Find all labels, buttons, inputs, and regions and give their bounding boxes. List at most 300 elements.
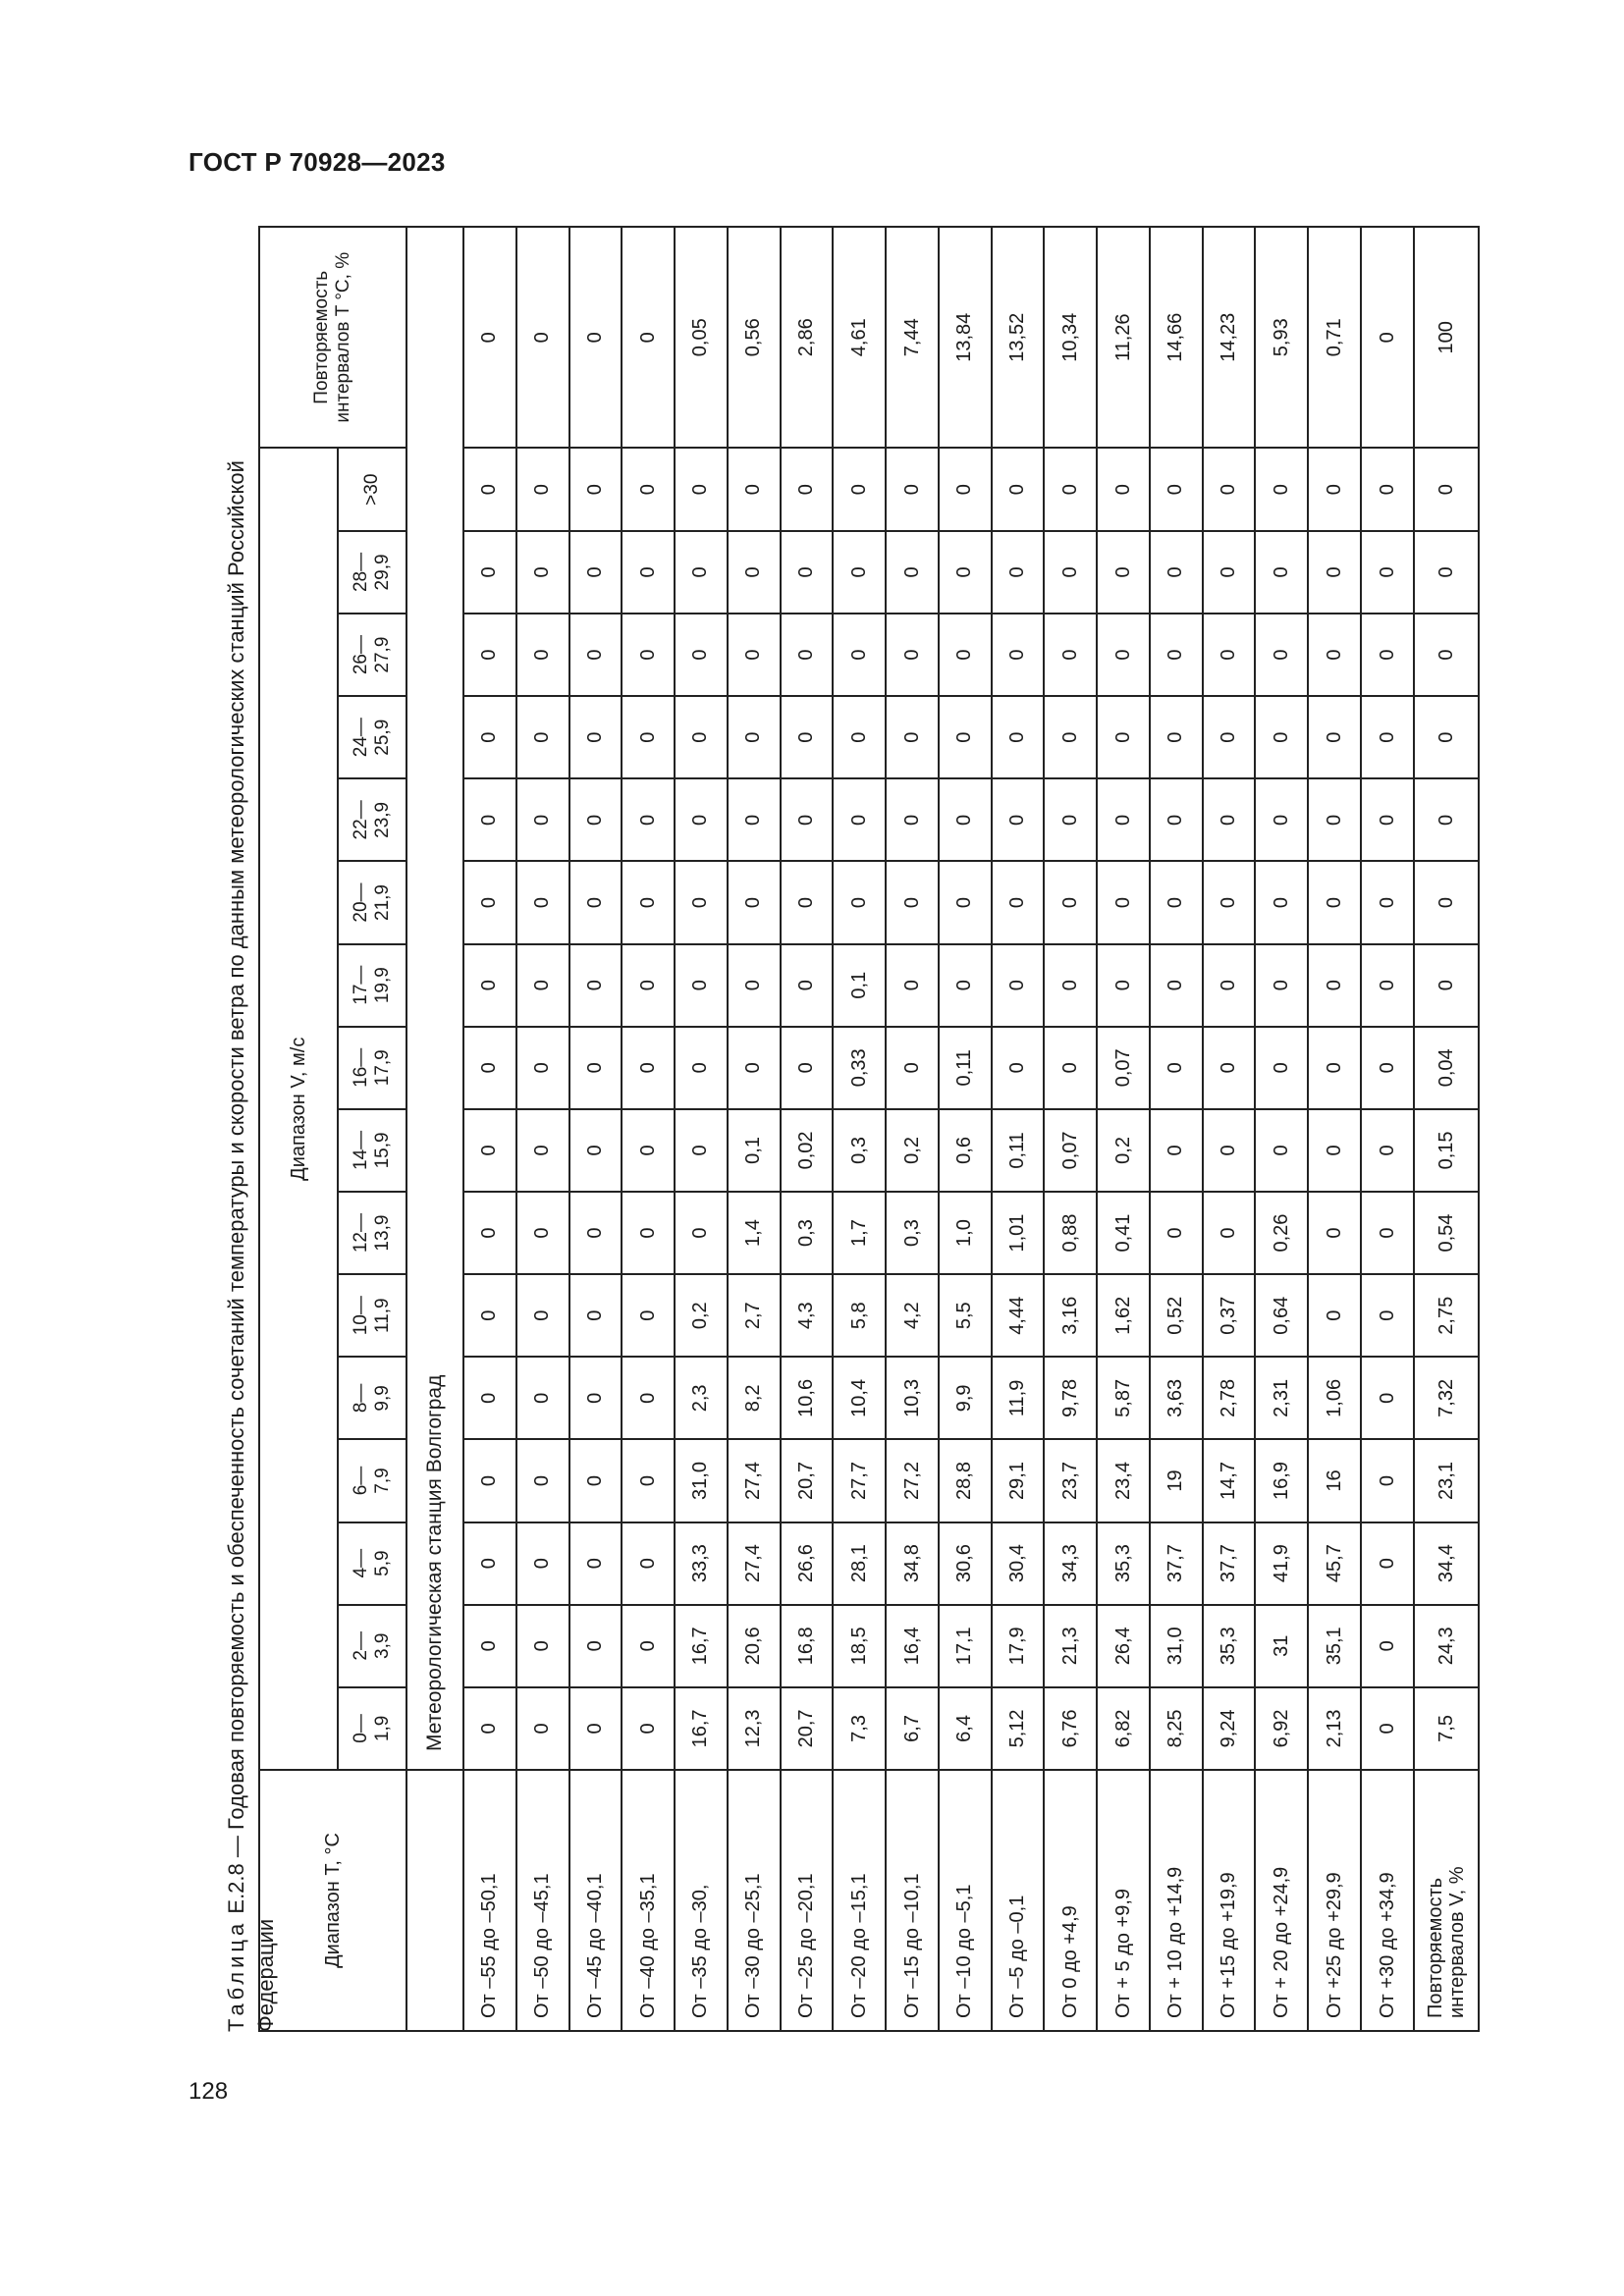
total-row-label: Повторяемость интервалов V, % <box>1414 1770 1479 2031</box>
table-cell: 0 <box>1203 449 1256 531</box>
table-cell: 0 <box>1203 861 1256 943</box>
table-cell: 0 <box>833 696 886 778</box>
table-cell: 28,1 <box>833 1522 886 1605</box>
table-cell: 0 <box>781 944 834 1027</box>
speed-range-header: 16— 17,9 <box>338 1027 406 1109</box>
table-cell: 0 <box>463 449 516 531</box>
table-cell: 0 <box>1361 531 1414 614</box>
header-repeatability: Повторяемость интервалов T °С, % <box>259 227 406 449</box>
station-row <box>406 227 463 2031</box>
row-total-cell: 0,56 <box>728 227 781 449</box>
table-row <box>1150 227 1203 2031</box>
row-total-cell: 10,34 <box>1044 227 1097 449</box>
table-cell: 1,01 <box>992 1192 1045 1274</box>
table-cell: 0 <box>569 1274 623 1357</box>
table-cell: 0 <box>992 696 1045 778</box>
row-total-cell: 7,44 <box>886 227 939 449</box>
table-cell: 0 <box>463 614 516 696</box>
table-cell: 0 <box>1414 944 1479 1027</box>
table-cell: 0 <box>463 944 516 1027</box>
table-cell: 0,2 <box>1097 1109 1150 1192</box>
table-cell: 19 <box>1150 1439 1203 1522</box>
table-cell: 0 <box>1255 778 1308 861</box>
table-cell: 0,11 <box>939 1027 992 1109</box>
table-cell: 0 <box>1361 861 1414 943</box>
table-cell: 0,3 <box>833 1109 886 1192</box>
table-cell: 0,1 <box>833 944 886 1027</box>
table-cell: 0 <box>1150 449 1203 531</box>
table-cell: 0 <box>675 1192 728 1274</box>
table-row <box>1308 227 1361 2031</box>
table-cell: 0 <box>833 861 886 943</box>
table-cell: 0 <box>992 449 1045 531</box>
table-cell: 31 <box>1255 1605 1308 1687</box>
station-name: Метеорологическая станция Волгоград <box>406 227 463 1770</box>
table-cell: 0 <box>516 531 569 614</box>
table-cell: 21,3 <box>1044 1605 1097 1687</box>
table-cell: 0 <box>781 531 834 614</box>
table-cell: 0 <box>1150 778 1203 861</box>
table-cell: 0 <box>1361 449 1414 531</box>
table-cell: 0 <box>675 449 728 531</box>
table-cell: 34,3 <box>1044 1522 1097 1605</box>
table-cell: 0 <box>569 778 623 861</box>
table-cell: 0 <box>516 449 569 531</box>
table-cell: 0 <box>1361 1357 1414 1439</box>
table-cell: 0 <box>1308 861 1361 943</box>
table-cell: 3,16 <box>1044 1274 1097 1357</box>
row-label: От –35 до –30, <box>675 1770 728 2031</box>
row-total-cell: 0 <box>1361 227 1414 449</box>
table-cell: 0 <box>1308 1109 1361 1192</box>
table-cell: 0 <box>1308 778 1361 861</box>
caption-number: Е.2.8 <box>224 1863 248 1914</box>
table-cell: 0 <box>1414 614 1479 696</box>
speed-range-header: 26— 27,9 <box>338 614 406 696</box>
station-spacer-cell <box>406 1770 463 2031</box>
table-cell: 0 <box>1361 944 1414 1027</box>
row-label: От +15 до +19,9 <box>1203 1770 1256 2031</box>
row-total-cell: 100 <box>1414 227 1479 449</box>
table-cell: 0 <box>939 778 992 861</box>
row-label: От –15 до –10,1 <box>886 1770 939 2031</box>
table-cell: 0 <box>622 944 675 1027</box>
table-cell: 0,1 <box>728 1109 781 1192</box>
table-cell: 0 <box>463 861 516 943</box>
speed-range-header: 14— 15,9 <box>338 1109 406 1192</box>
table-cell: 0 <box>516 1109 569 1192</box>
table-cell: 0 <box>516 614 569 696</box>
table-cell: 10,3 <box>886 1357 939 1439</box>
table-cell: 0 <box>463 1687 516 1770</box>
table-cell: 0 <box>569 614 623 696</box>
table-cell: 0,04 <box>1414 1027 1479 1109</box>
table-cell: 0 <box>1414 696 1479 778</box>
caption-label: Таблица <box>224 1919 248 2032</box>
table-cell: 0 <box>886 1027 939 1109</box>
table-cell: 8,2 <box>728 1357 781 1439</box>
table-cell: 0 <box>1308 944 1361 1027</box>
table-cell: 0,54 <box>1414 1192 1479 1274</box>
table-cell: 0 <box>1308 1027 1361 1109</box>
table-cell: 27,7 <box>833 1439 886 1522</box>
header-t-range: Диапазон T, °С <box>259 1770 406 2031</box>
table-cell: 0 <box>1044 696 1097 778</box>
table-cell: 0,52 <box>1150 1274 1203 1357</box>
table-cell: 0 <box>1097 861 1150 943</box>
table-cell: 0 <box>622 861 675 943</box>
table-body <box>406 227 1479 2031</box>
table-cell: 0 <box>1097 449 1150 531</box>
speed-range-header: 4— 5,9 <box>338 1522 406 1605</box>
table-cell: 0,15 <box>1414 1109 1479 1192</box>
row-label: От –50 до –45,1 <box>516 1770 569 2031</box>
table-cell: 0 <box>728 696 781 778</box>
table-cell: 41,9 <box>1255 1522 1308 1605</box>
table-cell: 0 <box>1308 449 1361 531</box>
table-cell: 0 <box>463 1357 516 1439</box>
table-cell: 0 <box>516 1027 569 1109</box>
table-cell: 0 <box>516 1605 569 1687</box>
table-cell: 0 <box>728 861 781 943</box>
caption-text: — Годовая повторяемость и обеспеченность сочетаний температуры и скорости ветра по данным метеорологических станций Российской <box>224 460 248 1864</box>
speed-range-header: 17— 19,9 <box>338 944 406 1027</box>
table-cell: 0 <box>728 944 781 1027</box>
table-cell: 4,44 <box>992 1274 1045 1357</box>
table-cell: 0 <box>886 861 939 943</box>
table-cell: 33,3 <box>675 1522 728 1605</box>
row-label: От + 20 до +24,9 <box>1255 1770 1308 2031</box>
table-cell: 0,64 <box>1255 1274 1308 1357</box>
table-cell: 9,9 <box>939 1357 992 1439</box>
table-cell: 0 <box>622 1109 675 1192</box>
row-label: От –25 до –20,1 <box>781 1770 834 2031</box>
speed-range-header: 8— 9,9 <box>338 1357 406 1439</box>
row-total-cell: 0,71 <box>1308 227 1361 449</box>
table-cell: 0 <box>1044 1027 1097 1109</box>
table-cell: 0 <box>569 696 623 778</box>
table-cell: 0 <box>1097 696 1150 778</box>
table-cell: 0 <box>728 531 781 614</box>
row-total-cell: 0 <box>569 227 623 449</box>
table-cell: 0 <box>1097 531 1150 614</box>
table-cell: 3,63 <box>1150 1357 1203 1439</box>
table-cell: 0 <box>1097 778 1150 861</box>
table-cell: 20,7 <box>781 1687 834 1770</box>
table-cell: 0 <box>1044 449 1097 531</box>
table-cell: 5,5 <box>939 1274 992 1357</box>
table-cell: 0 <box>463 1522 516 1605</box>
table-cell: 0 <box>463 778 516 861</box>
table-cell: 0 <box>1203 1027 1256 1109</box>
row-total-cell: 4,61 <box>833 227 886 449</box>
table-cell: 0 <box>833 614 886 696</box>
table-cell: 0 <box>1203 1192 1256 1274</box>
table-cell: 0 <box>622 531 675 614</box>
table-cell: 16 <box>1308 1439 1361 1522</box>
table-cell: 0 <box>1361 778 1414 861</box>
table-cell: 0 <box>463 531 516 614</box>
table-row <box>992 227 1045 2031</box>
table-cell: 0 <box>463 1109 516 1192</box>
table-cell: 0 <box>992 944 1045 1027</box>
table-cell: 0,88 <box>1044 1192 1097 1274</box>
table-cell: 0 <box>1308 614 1361 696</box>
table-cell: 23,1 <box>1414 1439 1479 1522</box>
table-cell: 0 <box>622 1274 675 1357</box>
table-cell: 0 <box>1308 1274 1361 1357</box>
table-cell: 0 <box>1361 614 1414 696</box>
table-cell: 2,13 <box>1308 1687 1361 1770</box>
table-cell: 16,7 <box>675 1605 728 1687</box>
table-cell: 11,9 <box>992 1357 1045 1439</box>
table-cell: 0 <box>781 449 834 531</box>
table-cell: 0,11 <box>992 1109 1045 1192</box>
table-cell: 0 <box>1361 1522 1414 1605</box>
speed-range-header: 22— 23,9 <box>338 778 406 861</box>
row-total-cell: 0,05 <box>675 227 728 449</box>
table-caption <box>223 226 258 2032</box>
table-cell: 0 <box>781 1027 834 1109</box>
table-row <box>939 227 992 2031</box>
table-cell: 0 <box>675 778 728 861</box>
table-row <box>833 227 886 2031</box>
table-cell: 0 <box>886 449 939 531</box>
table-cell: 28,8 <box>939 1439 992 1522</box>
table-cell: 0 <box>886 531 939 614</box>
table-cell: 0 <box>1361 1605 1414 1687</box>
table-cell: 1,0 <box>939 1192 992 1274</box>
table-cell: 0 <box>516 861 569 943</box>
table-cell: 35,1 <box>1308 1605 1361 1687</box>
table-cell: 26,4 <box>1097 1605 1150 1687</box>
table-cell: 0 <box>939 861 992 943</box>
table-row <box>463 227 516 2031</box>
table-cell: 1,7 <box>833 1192 886 1274</box>
table-cell: 0 <box>1044 614 1097 696</box>
table-cell: 2,31 <box>1255 1357 1308 1439</box>
table-cell: 0 <box>1150 614 1203 696</box>
row-label: От + 10 до +14,9 <box>1150 1770 1203 2031</box>
table-cell: 5,8 <box>833 1274 886 1357</box>
table-cell: 31,0 <box>675 1439 728 1522</box>
table-cell: 0 <box>833 778 886 861</box>
table-cell: 0 <box>1255 449 1308 531</box>
table-cell: 34,4 <box>1414 1522 1479 1605</box>
table-cell: 1,4 <box>728 1192 781 1274</box>
table-cell: 0 <box>728 778 781 861</box>
table-cell: 0 <box>1203 614 1256 696</box>
table-cell: 2,75 <box>1414 1274 1479 1357</box>
table-row <box>622 227 675 2031</box>
header-v-range: Диапазон V, м/с <box>259 449 338 1770</box>
table-cell: 0 <box>675 944 728 1027</box>
table-cell: 0 <box>1414 449 1479 531</box>
table-cell: 27,4 <box>728 1522 781 1605</box>
table-cell: 0 <box>1150 1027 1203 1109</box>
table-cell: 0,26 <box>1255 1192 1308 1274</box>
table-cell: 0,37 <box>1203 1274 1256 1357</box>
table-cell: 0 <box>1361 1687 1414 1770</box>
table-cell: 7,5 <box>1414 1687 1479 1770</box>
table-cell: 45,7 <box>1308 1522 1361 1605</box>
table-cell: 0 <box>1255 1109 1308 1192</box>
table-cell: 0 <box>1203 944 1256 1027</box>
table-cell: 0 <box>675 1109 728 1192</box>
table-cell: 6,76 <box>1044 1687 1097 1770</box>
table-cell: 0 <box>1308 696 1361 778</box>
table-cell: 0 <box>569 531 623 614</box>
table-cell: 0 <box>992 531 1045 614</box>
table-cell: 10,4 <box>833 1357 886 1439</box>
table-cell: 16,4 <box>886 1605 939 1687</box>
table-cell: 0 <box>622 1027 675 1109</box>
table-cell: 0 <box>516 1522 569 1605</box>
table-cell: 0 <box>781 778 834 861</box>
table-cell: 0 <box>1203 696 1256 778</box>
table-cell: 0 <box>622 449 675 531</box>
total-row <box>1414 227 1479 2031</box>
table-cell: 0 <box>1361 1027 1414 1109</box>
table-cell: 1,06 <box>1308 1357 1361 1439</box>
table-cell: 0 <box>1203 1109 1256 1192</box>
table-cell: 0 <box>1361 1192 1414 1274</box>
table-cell: 0 <box>1255 696 1308 778</box>
table-cell: 0 <box>675 1027 728 1109</box>
table-row <box>1203 227 1256 2031</box>
table-cell: 0 <box>992 778 1045 861</box>
table-cell: 0 <box>1044 861 1097 943</box>
table-cell: 0 <box>1203 531 1256 614</box>
table-cell: 0 <box>886 778 939 861</box>
table-row <box>781 227 834 2031</box>
table-cell: 0 <box>569 1605 623 1687</box>
table-cell: 9,78 <box>1044 1357 1097 1439</box>
table-cell: 16,8 <box>781 1605 834 1687</box>
table-cell: 0 <box>833 449 886 531</box>
row-label: От –30 до –25,1 <box>728 1770 781 2031</box>
table-cell: 0 <box>1044 778 1097 861</box>
table-cell: 0 <box>1255 861 1308 943</box>
row-label: От +30 до +34,9 <box>1361 1770 1414 2031</box>
table-cell: 0 <box>622 696 675 778</box>
table-cell: 0 <box>1150 531 1203 614</box>
row-total-cell: 0 <box>622 227 675 449</box>
table-cell: 0 <box>675 531 728 614</box>
table-cell: 0 <box>939 696 992 778</box>
table-cell: 4,2 <box>886 1274 939 1357</box>
row-label: От –45 до –40,1 <box>569 1770 623 2031</box>
table-cell: 0 <box>516 1192 569 1274</box>
table-cell: 16,9 <box>1255 1439 1308 1522</box>
table-cell: 0 <box>569 1357 623 1439</box>
table-cell: 0,2 <box>886 1109 939 1192</box>
row-label: От + 5 до +9,9 <box>1097 1770 1150 2031</box>
document-header: ГОСТ Р 70928—2023 <box>189 147 446 177</box>
table-cell: 10,6 <box>781 1357 834 1439</box>
table-cell: 27,4 <box>728 1439 781 1522</box>
table-cell: 27,2 <box>886 1439 939 1522</box>
table-cell: 0 <box>516 1274 569 1357</box>
speed-range-header: 6— 7,9 <box>338 1439 406 1522</box>
table-cell: 0,3 <box>886 1192 939 1274</box>
table-cell: 0 <box>675 614 728 696</box>
table-cell: 0 <box>1361 1439 1414 1522</box>
table-cell: 0 <box>728 449 781 531</box>
table-cell: 0 <box>622 1687 675 1770</box>
table-cell: 0 <box>1308 1192 1361 1274</box>
table-cell: 0 <box>463 1274 516 1357</box>
table-cell: 0 <box>1150 944 1203 1027</box>
table-cell: 1,62 <box>1097 1274 1150 1357</box>
table-cell: 0 <box>516 696 569 778</box>
table-cell: 0 <box>569 861 623 943</box>
table-cell: 0,07 <box>1097 1027 1150 1109</box>
table-row <box>1044 227 1097 2031</box>
table-cell: 0 <box>1150 861 1203 943</box>
table-cell: 0 <box>1361 696 1414 778</box>
speed-range-header: 20— 21,9 <box>338 861 406 943</box>
speed-range-header: 10— 11,9 <box>338 1274 406 1357</box>
table-cell: 0 <box>1255 1027 1308 1109</box>
table-cell: 0 <box>622 778 675 861</box>
table-cell: 0 <box>622 1439 675 1522</box>
table-cell: 0,6 <box>939 1109 992 1192</box>
table-cell: 0 <box>1414 778 1479 861</box>
data-table <box>258 226 1480 2032</box>
table-cell: 12,3 <box>728 1687 781 1770</box>
row-label: От –55 до –50,1 <box>463 1770 516 2031</box>
row-total-cell: 14,23 <box>1203 227 1256 449</box>
table-row <box>1361 227 1414 2031</box>
speed-range-header: 2— 3,9 <box>338 1605 406 1687</box>
table-cell: 0 <box>675 696 728 778</box>
row-total-cell: 5,93 <box>1255 227 1308 449</box>
table-cell: 29,1 <box>992 1439 1045 1522</box>
row-total-cell: 0 <box>516 227 569 449</box>
table-cell: 0 <box>463 1192 516 1274</box>
table-cell: 0 <box>1414 861 1479 943</box>
table-cell: 16,7 <box>675 1687 728 1770</box>
table-cell: 0,2 <box>675 1274 728 1357</box>
table-cell: 0,02 <box>781 1109 834 1192</box>
table-cell: 0 <box>463 1439 516 1522</box>
table-cell: 0 <box>939 449 992 531</box>
speed-range-header-row <box>338 227 406 2031</box>
row-total-cell: 14,66 <box>1150 227 1203 449</box>
table-cell: 0 <box>1097 944 1150 1027</box>
row-total-cell: 0 <box>463 227 516 449</box>
row-label: От –10 до –5,1 <box>939 1770 992 2031</box>
table-cell: 0 <box>886 696 939 778</box>
table-cell: 23,4 <box>1097 1439 1150 1522</box>
table-cell: 0 <box>569 944 623 1027</box>
table-cell: 0 <box>886 614 939 696</box>
table-cell: 24,3 <box>1414 1605 1479 1687</box>
table-cell: 0,07 <box>1044 1109 1097 1192</box>
table-cell: 0 <box>1150 696 1203 778</box>
table-cell: 9,24 <box>1203 1687 1256 1770</box>
table-cell: 2,7 <box>728 1274 781 1357</box>
table-cell: 0 <box>886 944 939 1027</box>
table-cell: 0 <box>728 614 781 696</box>
speed-range-header: 28— 29,9 <box>338 531 406 614</box>
table-cell: 23,7 <box>1044 1439 1097 1522</box>
table-cell: 5,87 <box>1097 1357 1150 1439</box>
table-cell: 6,4 <box>939 1687 992 1770</box>
table-cell: 14,7 <box>1203 1439 1256 1522</box>
table-cell: 0 <box>516 778 569 861</box>
